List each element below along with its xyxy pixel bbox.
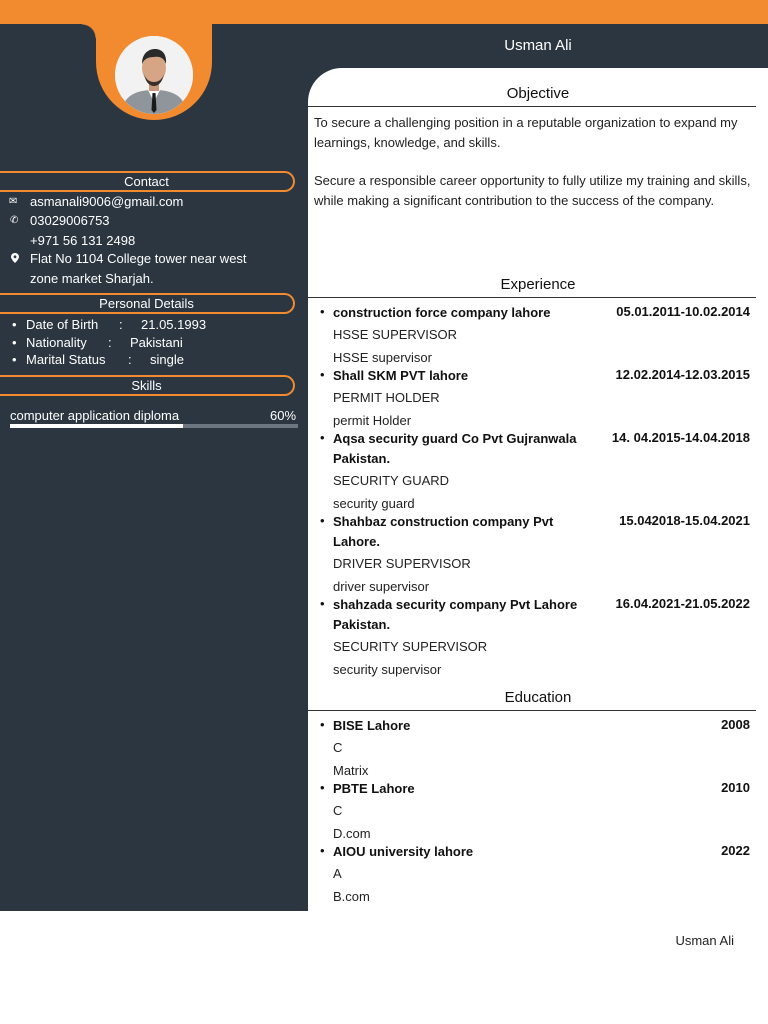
bullet-icon: • — [320, 717, 325, 732]
bullet-icon: • — [12, 317, 17, 332]
education-title: Education — [504, 689, 572, 706]
experience-org-line2: Pakistan. — [333, 451, 391, 466]
location-pin-icon — [11, 253, 19, 266]
experience-desc: permit Holder — [333, 413, 412, 428]
contact-email[interactable]: asmanali9006@gmail.com — [30, 194, 184, 209]
experience-date: 05.01.2011-10.02.2014 — [616, 304, 750, 319]
bullet-icon: • — [320, 513, 325, 528]
experience-date: 15.042018-15.04.2021 — [619, 513, 750, 528]
bullet-icon: • — [12, 335, 17, 350]
education-degree: D.com — [333, 826, 371, 841]
experience-role: SECURITY GUARD — [333, 473, 450, 488]
personal-details-section-title: Personal Details — [0, 293, 295, 314]
education-org: BISE Lahore — [333, 718, 411, 733]
bullet-icon: • — [320, 596, 325, 611]
experience-desc: security guard — [333, 496, 415, 511]
experience-org-line1: shahzada security company Pvt Lahore — [333, 597, 578, 612]
experience-org-line1: Aqsa security guard Co Pvt Gujranwala — [333, 431, 577, 446]
education-year: 2008 — [721, 717, 750, 732]
skill-progress-fill — [10, 424, 183, 428]
marital-value: single — [150, 352, 184, 367]
education-org: AIOU university lahore — [333, 844, 474, 859]
experience-role: DRIVER SUPERVISOR — [333, 556, 471, 571]
experience-desc: driver supervisor — [333, 579, 430, 594]
experience-org: construction force company lahore — [333, 305, 551, 320]
person-portrait-icon — [115, 36, 193, 114]
contact-phone-secondary[interactable]: +971 56 131 2498 — [30, 233, 136, 248]
experience-divider — [308, 297, 756, 298]
bullet-icon: • — [320, 304, 325, 319]
experience-org: Shall SKM PVT lahore — [333, 368, 469, 383]
education-grade: C — [333, 740, 343, 755]
email-icon: ✉ — [9, 196, 18, 207]
dob-label: Date of Birth — [26, 317, 99, 332]
skill-progress-bar — [10, 424, 298, 428]
contact-address-line2: zone market Sharjah. — [30, 271, 154, 286]
contact-section-title: Contact — [0, 171, 295, 192]
education-degree: Matrix — [333, 763, 369, 778]
experience-role: PERMIT HOLDER — [333, 390, 440, 405]
experience-date: 16.04.2021-21.05.2022 — [615, 596, 750, 611]
header-name: Usman Ali — [504, 37, 572, 54]
contact-phone[interactable]: 03029006753 — [30, 213, 110, 228]
education-divider — [308, 710, 756, 711]
nationality-sep: : — [108, 335, 112, 350]
objective-paragraph-1: To secure a challenging position in a reputable organization to expand my learnings, knowledge, and skills. — [314, 115, 738, 150]
bullet-icon: • — [320, 843, 325, 858]
bullet-icon: • — [320, 780, 325, 795]
profile-photo — [115, 36, 193, 114]
experience-org-line2: Lahore. — [333, 534, 380, 549]
objective-divider — [308, 106, 756, 107]
skill-percent: 60% — [270, 408, 297, 423]
experience-desc: security supervisor — [333, 662, 442, 677]
education-year: 2010 — [721, 780, 750, 795]
education-year: 2022 — [721, 843, 750, 858]
experience-org-line1: Shahbaz construction company Pvt — [333, 514, 554, 529]
experience-title: Experience — [500, 276, 576, 293]
dob-value: 21.05.1993 — [141, 317, 207, 332]
experience-date: 12.02.2014-12.03.2015 — [615, 367, 750, 382]
marital-label: Marital Status — [26, 352, 106, 367]
skills-section-title: Skills — [0, 375, 295, 396]
experience-desc: HSSE supervisor — [333, 350, 432, 365]
phone-icon: ✆ — [10, 215, 19, 226]
marital-sep: : — [128, 352, 132, 367]
nationality-label: Nationality — [26, 335, 87, 350]
bullet-icon: • — [12, 352, 17, 367]
nationality-value: Pakistani — [130, 335, 183, 350]
skill-name: computer application diploma — [10, 408, 180, 423]
experience-date: 14. 04.2015-14.04.2018 — [611, 430, 750, 445]
objective-title: Objective — [506, 85, 570, 102]
experience-org-line2: Pakistan. — [333, 617, 391, 632]
dob-sep: : — [119, 317, 123, 332]
objective-paragraph-2: Secure a responsible career opportunity to fully utilize my training and skills, while making a significant contribution to the success of the company. — [314, 173, 751, 208]
education-degree: B.com — [333, 889, 370, 904]
education-org: PBTE Lahore — [333, 781, 415, 796]
bullet-icon: • — [320, 367, 325, 382]
bullet-icon: • — [320, 430, 325, 445]
footer-name: Usman Ali — [675, 933, 734, 948]
education-grade: C — [333, 803, 343, 818]
experience-role: SECURITY SUPERVISOR — [333, 639, 488, 654]
contact-address-line1: Flat No 1104 College tower near west — [30, 251, 247, 266]
education-grade: A — [333, 866, 342, 881]
experience-role: HSSE SUPERVISOR — [333, 327, 458, 342]
